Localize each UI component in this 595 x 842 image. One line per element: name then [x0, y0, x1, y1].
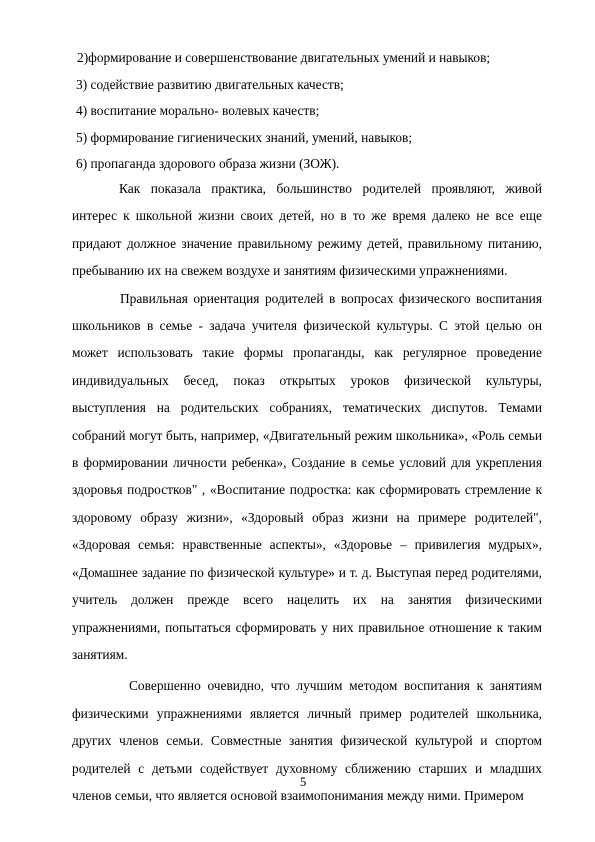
list-item: 2)формирование и совершенствование двигательных умений и навыков;: [77, 50, 491, 65]
task-list: [72, 45, 552, 178]
list-item: 4) воспитание морально- волевых качеств;: [76, 103, 320, 118]
paragraph: Как показала практика, большинство родителей проявляют, живой интерес к школьной жизни своих детей, но в то же время далеко не все еще придают должное значение правильному режиму детей, правильному питанию, пребыванию их на свежем воздухе и занятиям физическими упражнениями.: [72, 181, 542, 279]
paragraph: Правильная ориентация родителей в вопросах физического воспитания школьников в семье - задача учителя физической культуры. С этой целью он может использовать такие формы пропаганды, как регулярное проведение индивидуальных бесед, показ открытых уроков физической культуры, выступления на родительских собраниях, тематических диспутов. Темами собраний могут быть, например, «Двигательный режим школьника», «Роль семьи в формировании личности ребенка», Создание в семье условий для укрепления здоровья подростков" , «Воспитание подростка: как сформировать стремление к здоровому образу жизни», «Здоровый образ жизни на примере родителей", «Здоровая семья: нравственные аспекты», «Здоровье – привилегия мудрых», «Домашнее задание по физической культуре» и т. д. Выступая перед родителями, учитель должен прежде всего нацелить их на занятия физическими упражнениями, попытаться сформировать у них правильное отношение к таким занятиям.: [72, 290, 542, 662]
list-item: 5) формирование гигиенических знаний, умений, навыков;: [76, 129, 413, 145]
page-number: 5: [300, 775, 307, 789]
list-item: 3) содействие развитию двигательных качеств;: [76, 76, 344, 92]
paragraph: Совершенно очевидно, что лучшим методом воспитания к занятиям физическими упражнениями является личный пример родителей школьника, других членов семьи. Совместные занятия физической культурой и спортом родителей с детьми содействует духовному сближению старших и младших членов семьи, что является основой взаимопонимания между ними. Примером: [72, 678, 542, 803]
list-item: 6) пропаганда здорового образа жизни (ЗОЖ).: [76, 156, 340, 171]
body-text: [72, 175, 542, 809]
